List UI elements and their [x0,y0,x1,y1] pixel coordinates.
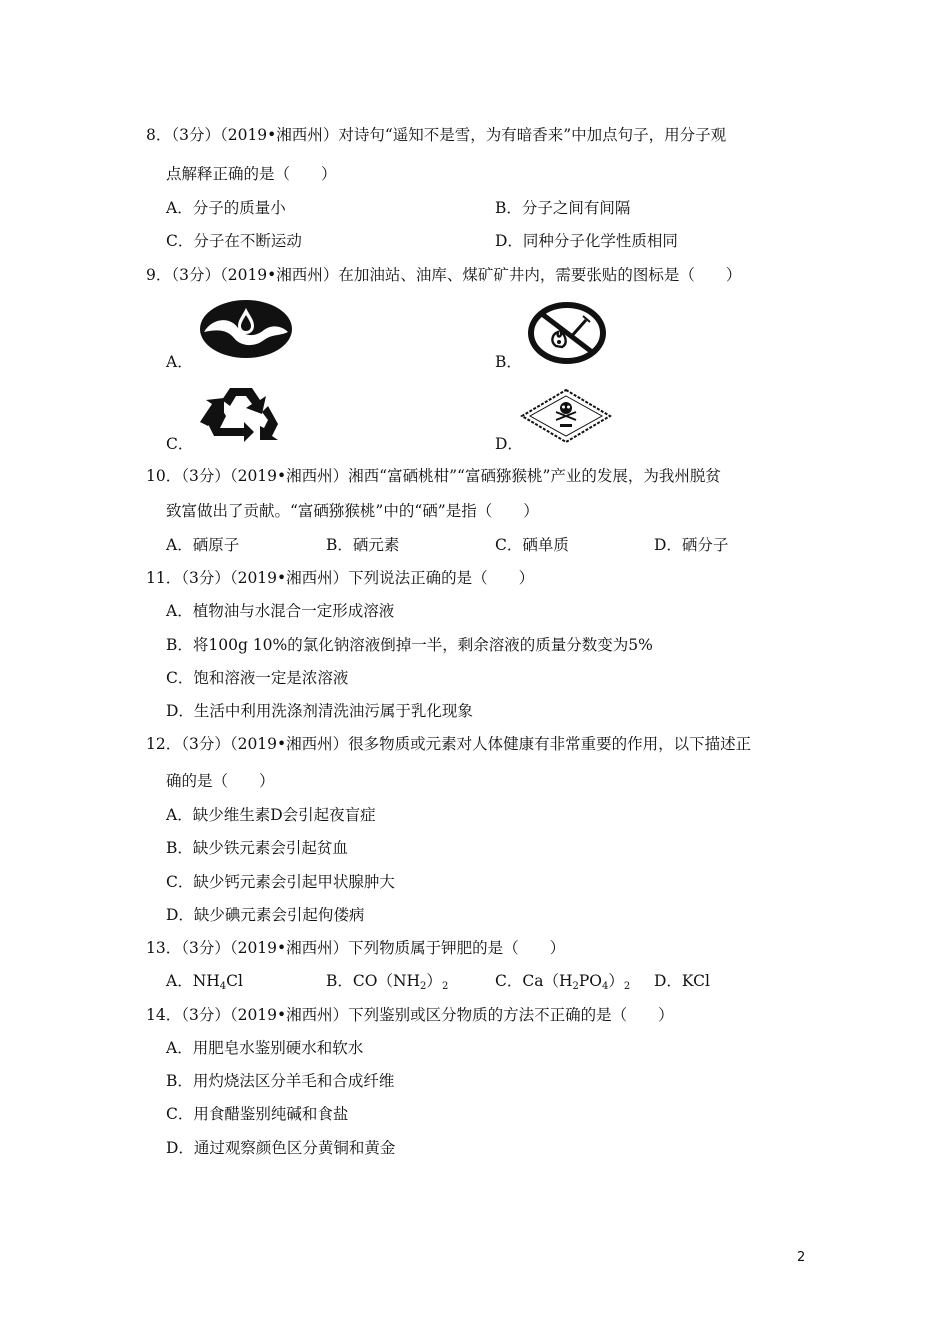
q13-option-c: C．$Ca(H_2PO_4)_2$ [495,972,631,992]
q8-stem-line1: 8．（3分）（2019•湘西州）对诗句“遥知不是雪，为有暗香来”中加点句子，用分子观 [146,126,727,144]
q8-option-a: A．分子的质量小 [166,199,286,217]
q8-stem-line2: 点解释正确的是（ ） [166,165,337,183]
q13-option-b: B．$CO(NH_2)_2$ [326,972,449,992]
q9-option-d: D． [495,435,523,453]
q12-option-c: C．缺少钙元素会引起甲状腺肿大 [166,873,395,891]
q9-stem: 9．（3分）（2019•湘西州）在加油站、油库、煤矿矿井内，需要张贴的图标是（ ） [146,266,742,284]
q14-option-d: D．通过观察颜色区分黄铜和黄金 [166,1139,396,1157]
water-saving-icon [198,298,294,360]
q13-option-d: D．KCl [654,972,710,990]
q10-stem-line1: 10．（3分）（2019•湘西州）湘西“富硒桃柑”“富硒猕猴桃”产业的发展，为我州脱贫 [146,467,721,485]
q8-option-d: D．同种分子化学性质相同 [495,232,678,250]
q12-option-a: A．缺少维生素D会引起夜盲症 [166,806,376,824]
q12-stem-line2: 确的是（ ） [166,772,275,790]
page-number: 2 [797,1250,806,1265]
q12-option-b: B．缺少铁元素会引起贫血 [166,839,348,857]
recycle-icon [194,384,294,442]
q11-stem: 11．（3分）（2019•湘西州）下列说法正确的是（ ） [146,569,535,587]
q13-option-a: A．$NH_4Cl$ [166,972,243,992]
q12-stem-line1: 12．（3分）（2019•湘西州）很多物质或元素对人体健康有非常重要的作用，以下描述正 [146,735,752,753]
q11-option-d: D．生活中利用洗涤剂清洗油污属于乳化现象 [166,702,473,720]
q11-option-c: C．饱和溶液一定是浓溶液 [166,669,349,687]
q9-option-b: B． [495,353,522,371]
q13-stem: 13．（3分）（2019•湘西州）下列物质属于钾肥的是（ ） [146,939,566,957]
no-fire-icon [528,302,606,364]
q8-option-b: B．分子之间有间隔 [495,199,631,217]
q14-option-c: C．用食醋鉴别纯碱和食盐 [166,1105,349,1123]
q12-option-d: D．缺少碘元素会引起佝偻病 [166,906,365,924]
q14-option-a: A．用肥皂水鉴别硬水和软水 [166,1039,364,1057]
q10-option-c: C．硒单质 [495,536,569,554]
q9-option-c: C． [166,435,194,453]
q9-option-a: A． [166,353,193,371]
q10-option-d: D．硒分子 [654,536,729,554]
q11-option-a: A．植物油与水混合一定形成溶液 [166,602,395,620]
q10-option-b: B．硒元素 [326,536,400,554]
q10-option-a: A．硒原子 [166,536,240,554]
q10-stem-line2: 致富做出了贡献。“富硒猕猴桃”中的“硒”是指（ ） [166,502,539,520]
q11-option-b: B．将100g 10%的氯化钠溶液倒掉一半，剩余溶液的质量分数变为5% [166,636,653,654]
toxic-icon [520,388,612,444]
q14-stem: 14．（3分）（2019•湘西州）下列鉴别或区分物质的方法不正确的是（ ） [146,1006,674,1024]
q8-option-c: C．分子在不断运动 [166,232,302,250]
q14-option-b: B．用灼烧法区分羊毛和合成纤维 [166,1072,395,1090]
